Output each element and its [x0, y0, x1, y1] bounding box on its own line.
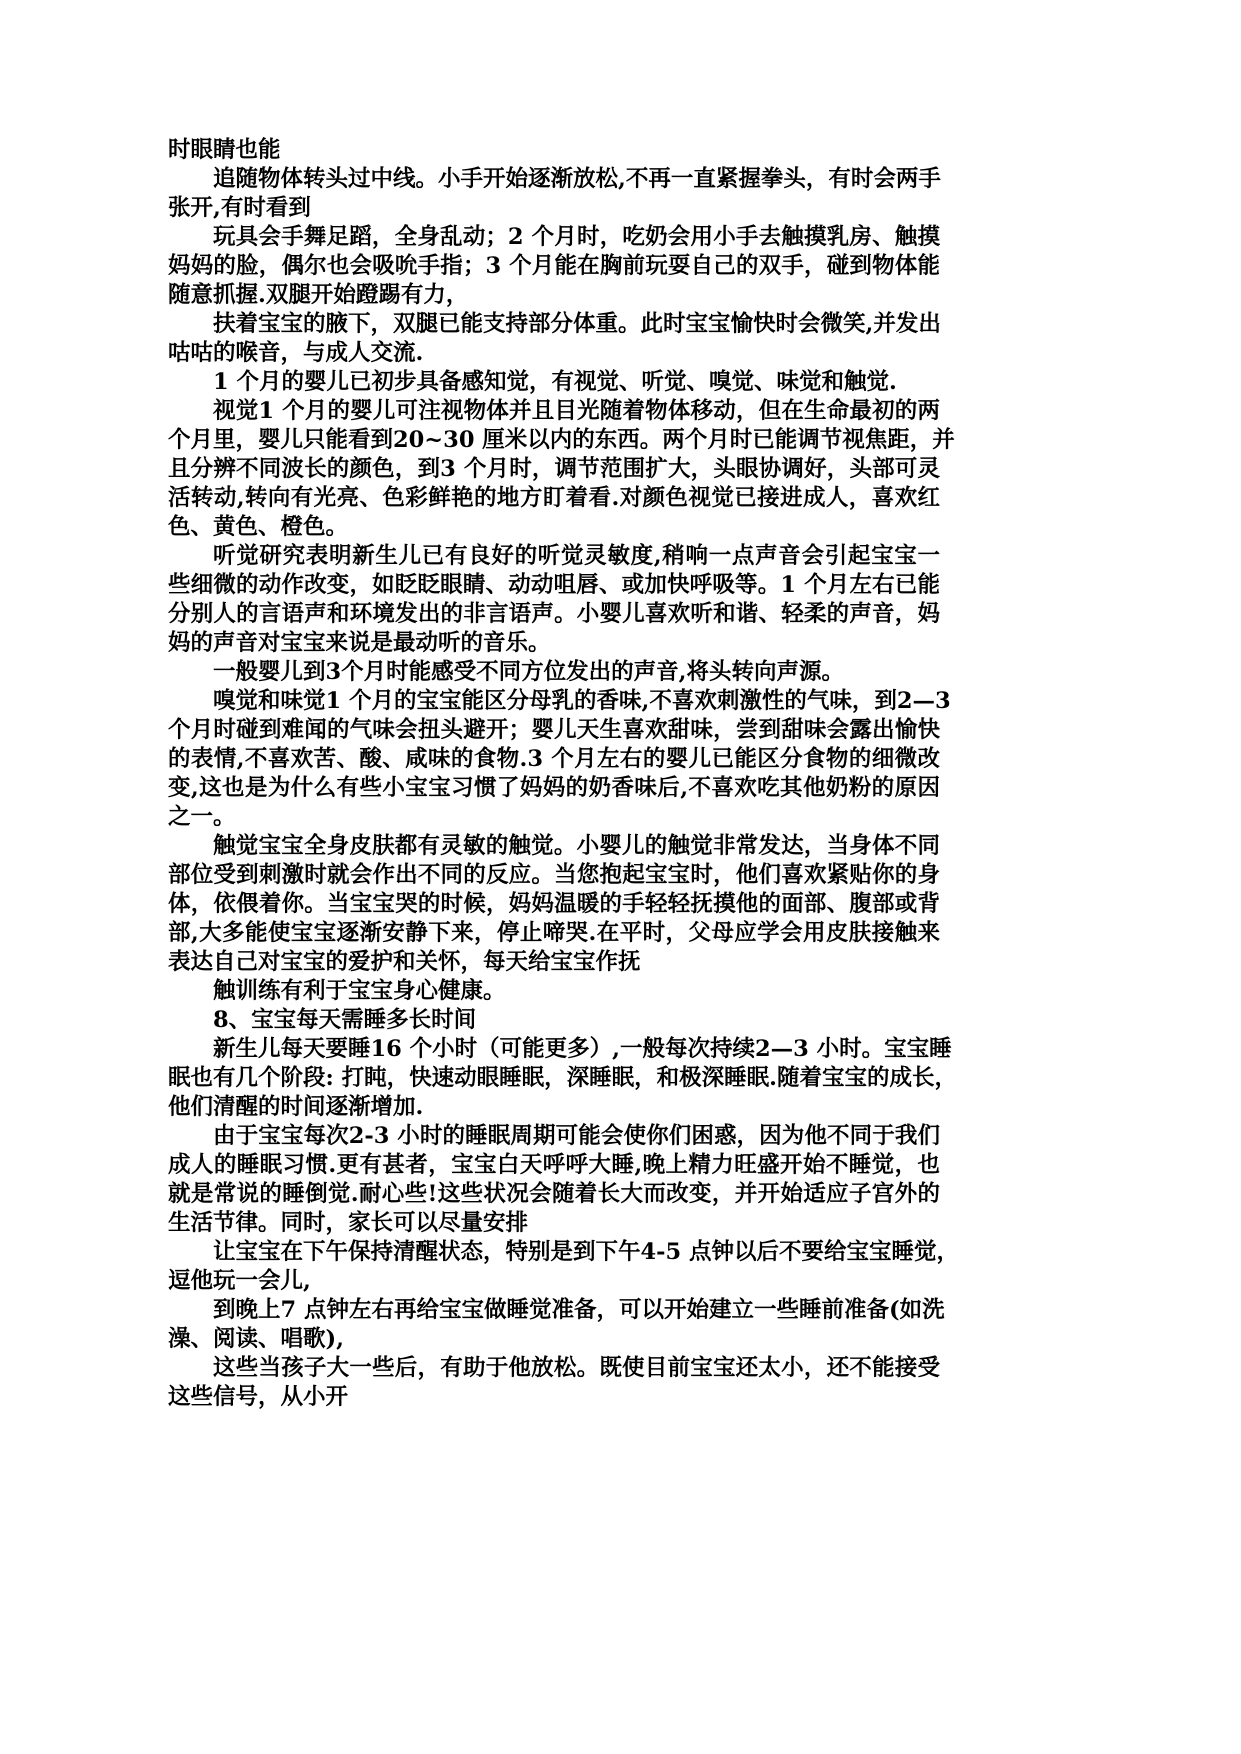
text-line: 之一。 [168, 804, 236, 830]
text-line: 一般婴儿到3个月时能感受不同方位发出的声音,将头转向声源。 [213, 659, 844, 685]
paragraph [168, 368, 940, 397]
paragraph [168, 542, 940, 658]
paragraph [168, 310, 940, 368]
text-line: 新生儿每天要睡16 个小时（可能更多）,一般每次持续2—3 小时。宝宝睡 [213, 1036, 952, 1062]
body-text [168, 136, 959, 1412]
text-line: 由于宝宝每次2-3 小时的睡眠周期可能会使你们困惑，因为他不同于我们 [213, 1123, 940, 1149]
text-line: 视觉1 个月的婴儿可注视物体并且目光随着物体移动，但在生命最初的两 [213, 398, 940, 424]
text-line: 玩具会手舞足蹈，全身乱动；2 个月时，吃奶会用小手去触摸乳房、触摸 [213, 224, 940, 250]
text-line: 妈妈的脸，偶尔也会吸吮手指；3 个月能在胸前玩耍自己的双手，碰到物体能 [168, 253, 940, 279]
text-line: 逗他玩一会儿, [168, 1268, 311, 1294]
text-line: 1 个月的婴儿已初步具备感知觉，有视觉、听觉、嗅觉、味觉和触觉. [213, 369, 897, 395]
text-line: 扶着宝宝的腋下，双腿已能支持部分体重。此时宝宝愉快时会微笑,并发出 [213, 311, 941, 337]
text-line: 眠也有几个阶段: 打盹，快速动眼睡眠，深睡眠，和极深睡眠.随着宝宝的成长， [168, 1065, 957, 1091]
text-line: 时眼睛也能 [168, 137, 281, 163]
text-line: 张开,有时看到 [168, 195, 311, 221]
text-line: 些细微的动作改变，如眨眨眼睛、动动咀唇、或加快呼吸等。1 个月左右已能 [168, 572, 940, 598]
text-line: 就是常说的睡倒觉.耐心些!这些状况会随着长大而改变，并开始适应子宫外的 [168, 1181, 940, 1207]
paragraph [168, 1354, 940, 1412]
text-line: 追随物体转头过中线。小手开始逐渐放松,不再一直紧握拳头，有时会两手 [213, 166, 941, 192]
text-line: 随意抓握.双腿开始蹬踢有力， [168, 282, 469, 308]
paragraph [168, 136, 940, 165]
paragraph [168, 832, 940, 977]
paragraph [168, 687, 951, 832]
text-line: 触训练有利于宝宝身心健康。 [213, 978, 506, 1004]
text-line: 澡、阅读、唱歌), [168, 1326, 344, 1352]
text-line: 的表情,不喜欢苦、酸、咸味的食物.3 个月左右的婴儿已能区分食物的细微改 [168, 746, 940, 772]
text-line: 部位受到刺激时就会作出不同的反应。当您抱起宝宝时，他们喜欢紧贴你的身 [168, 862, 940, 888]
paragraph [168, 1035, 957, 1122]
text-line: 分别人的言语声和环境发出的非言语声。小婴儿喜欢听和谐、轻柔的声音，妈 [168, 601, 940, 627]
text-line: 嗅觉和味觉1 个月的宝宝能区分母乳的香味,不喜欢刺激性的气味，到2—3 [213, 688, 951, 714]
paragraph [168, 658, 940, 687]
text-line: 让宝宝在下午保持清醒状态，特别是到下午4-5 点钟以后不要给宝宝睡觉， [213, 1239, 959, 1265]
text-line: 成人的睡眠习惯.更有甚者，宝宝白天呼呼大睡,晚上精力旺盛开始不睡觉，也 [168, 1152, 940, 1178]
text-line: 这些当孩子大一些后，有助于他放松。既使目前宝宝还太小，还不能接受 [213, 1355, 940, 1381]
paragraph [168, 1238, 959, 1296]
paragraph [168, 223, 940, 310]
text-line: 这些信号，从小开 [168, 1384, 349, 1410]
text-line: 活转动,转向有光亮、色彩鲜艳的地方盯着看.对颜色视觉已接进成人，喜欢红 [168, 485, 940, 511]
text-line: 个月里，婴儿只能看到20~30 厘米以内的东西。两个月时已能调节视焦距，并 [168, 427, 955, 453]
paragraph [168, 397, 955, 542]
text-line: 触觉宝宝全身皮肤都有灵敏的触觉。小婴儿的触觉非常发达，当身体不同 [213, 833, 940, 859]
text-line: 个月时碰到难闻的气味会扭头避开；婴儿天生喜欢甜味，尝到甜味会露出愉快 [168, 717, 940, 743]
text-line: 部,大多能使宝宝逐渐安静下来，停止啼哭.在平时，父母应学会用皮肤接触来 [168, 920, 940, 946]
text-line: 体，依偎着你。当宝宝哭的时候，妈妈温暖的手轻轻抚摸他的面部、腹部或背 [168, 891, 940, 917]
text-line: 到晚上7 点钟左右再给宝宝做睡觉准备，可以开始建立一些睡前准备(如洗 [213, 1297, 945, 1323]
text-line: 他们清醒的时间逐渐增加. [168, 1094, 424, 1120]
paragraph [168, 1122, 940, 1238]
text-line: 妈的声音对宝宝来说是最动听的音乐。 [168, 630, 551, 656]
paragraph [168, 977, 940, 1006]
section-heading-text: 8、宝宝每天需睡多长时间 [213, 1007, 477, 1033]
text-line: 色、黄色、橙色。 [168, 514, 349, 540]
text-line: 且分辨不同波长的颜色，到3 个月时，调节范围扩大，头眼协调好，头部可灵 [168, 456, 940, 482]
text-line: 生活节律。同时，家长可以尽量安排 [168, 1210, 529, 1236]
section-heading [168, 1006, 940, 1035]
text-line: 变,这也是为什么有些小宝宝习惯了妈妈的奶香味后,不喜欢吃其他奶粉的原因 [168, 775, 940, 801]
text-line: 咕咕的喉音，与成人交流. [168, 340, 424, 366]
text-line: 听觉研究表明新生儿已有良好的听觉灵敏度,稍响一点声音会引起宝宝一 [213, 543, 940, 569]
paragraph [168, 1296, 945, 1354]
text-line: 表达自己对宝宝的爱护和关怀，每天给宝宝作抚 [168, 949, 641, 975]
paragraph [168, 165, 940, 223]
